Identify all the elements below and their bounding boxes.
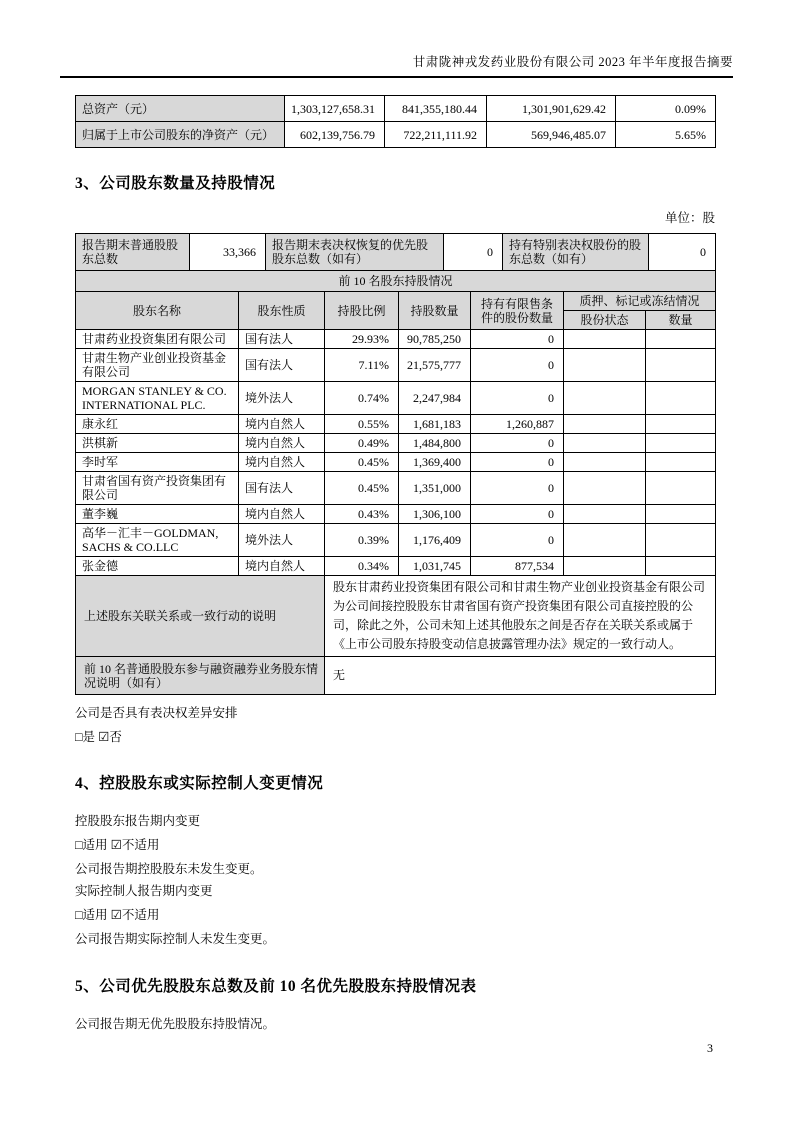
preferred-shareholders-value: 0 <box>444 234 503 271</box>
assets-row-value: 602,139,756.79 <box>285 122 385 148</box>
shareholder-nature: 国有法人 <box>239 349 325 382</box>
top10-shareholders-table <box>75 270 716 695</box>
assets-row-value: 5.65% <box>616 122 716 148</box>
shareholder-shares: 1,306,100 <box>399 505 471 524</box>
shareholder-shares: 1,484,800 <box>399 434 471 453</box>
shareholder-pledge-qty <box>646 524 716 557</box>
col-header-ratio: 持股比例 <box>325 292 399 330</box>
assets-row-value: 841,355,180.44 <box>385 96 487 122</box>
shareholder-name: 甘肃生物产业创业投资基金有限公司 <box>76 349 239 382</box>
shareholder-ratio: 0.43% <box>325 505 399 524</box>
shareholder-row <box>76 472 716 505</box>
section4-heading: 4、控股股东或实际控制人变更情况 <box>75 775 324 792</box>
shareholder-restricted: 0 <box>471 505 564 524</box>
margin-note-label: 前 10 名普通股股东参与融资融券业务股东情况说明（如有） <box>76 657 325 695</box>
shareholder-shares: 1,369,400 <box>399 453 471 472</box>
table-row <box>76 234 716 271</box>
assets-row-label: 总资产（元） <box>76 96 285 122</box>
shareholder-restricted: 0 <box>471 382 564 415</box>
common-shareholders-label: 报告期末普通股股东总数 <box>76 234 190 271</box>
shareholder-ratio: 0.45% <box>325 472 399 505</box>
shareholder-name: MORGAN STANLEY & CO. INTERNATIONAL PLC. <box>76 382 239 415</box>
shareholder-row <box>76 524 716 557</box>
relation-note-text: 股东甘肃药业投资集团有限公司和甘肃生物产业创业投资基金有限公司为公司间接控股股东甘肃省国有资产投资集团有限公司直接控股的公司，除此之外，公司未知上述其他股东之间是否存在关联关系或属于《上市公司股东持股变动信息披露管理办法》规定的一致行动人。 <box>325 576 716 657</box>
shareholder-row <box>76 453 716 472</box>
section3-heading: 3、公司股东数量及持股情况 <box>75 175 276 192</box>
shareholder-row <box>76 434 716 453</box>
shareholder-pledge-status <box>564 453 646 472</box>
section4-paragraph: 实际控制人报告期内变更 <box>75 884 213 898</box>
shareholder-row <box>76 330 716 349</box>
special-voting-value: 0 <box>649 234 716 271</box>
shareholder-nature: 境内自然人 <box>239 434 325 453</box>
margin-note-row <box>76 657 716 695</box>
preferred-shareholders-label: 报告期末表决权恢复的优先股股东总数（如有） <box>266 234 444 271</box>
shareholder-name: 董李巍 <box>76 505 239 524</box>
section4-checkboxes: □适用 ☑不适用 <box>75 838 160 852</box>
section5-body: 公司报告期无优先股股东持股情况。 <box>75 1017 276 1031</box>
unit-label: 单位：股 <box>664 211 715 225</box>
shareholder-pledge-qty <box>646 472 716 505</box>
shareholder-pledge-qty <box>646 505 716 524</box>
shareholder-nature: 境内自然人 <box>239 557 325 576</box>
section4-paragraph: 控股股东报告期内变更 <box>75 814 201 828</box>
shareholder-row <box>76 557 716 576</box>
shareholder-nature: 境外法人 <box>239 524 325 557</box>
shareholder-restricted: 0 <box>471 330 564 349</box>
shareholder-ratio: 0.49% <box>325 434 399 453</box>
shareholder-ratio: 0.55% <box>325 415 399 434</box>
shareholder-name: 洪棋新 <box>76 434 239 453</box>
shareholder-pledge-status <box>564 557 646 576</box>
shareholder-shares: 1,031,745 <box>399 557 471 576</box>
shareholder-restricted: 0 <box>471 434 564 453</box>
col-header-shares: 持股数量 <box>399 292 471 330</box>
shareholder-pledge-status <box>564 382 646 415</box>
top10-banner: 前 10 名股东持股情况 <box>76 271 716 292</box>
relation-note-row <box>76 576 716 657</box>
assets-row-value: 569,946,485.07 <box>487 122 616 148</box>
shareholder-row <box>76 415 716 434</box>
assets-row-value: 722,211,111.92 <box>385 122 487 148</box>
shareholder-restricted: 877,534 <box>471 557 564 576</box>
shareholder-shares: 1,681,183 <box>399 415 471 434</box>
shareholder-nature: 境内自然人 <box>239 505 325 524</box>
relation-note-label: 上述股东关联关系或一致行动的说明 <box>76 576 325 657</box>
shareholder-ratio: 0.74% <box>325 382 399 415</box>
shareholder-shares: 1,351,000 <box>399 472 471 505</box>
shareholder-pledge-status <box>564 434 646 453</box>
special-voting-label: 持有特别表决权股份的股东总数（如有） <box>503 234 649 271</box>
shareholder-shares: 21,575,777 <box>399 349 471 382</box>
shareholder-counts-table <box>75 233 716 271</box>
shareholder-name: 张金德 <box>76 557 239 576</box>
shareholder-pledge-qty <box>646 330 716 349</box>
section4-paragraph: 公司报告期实际控制人未发生变更。 <box>75 932 276 946</box>
shareholder-nature: 国有法人 <box>239 330 325 349</box>
shareholder-pledge-status <box>564 349 646 382</box>
assets-row-label: 归属于上市公司股东的净资产（元） <box>76 122 285 148</box>
shareholder-ratio: 29.93% <box>325 330 399 349</box>
table-row <box>76 122 716 148</box>
assets-row-value: 1,303,127,658.31 <box>285 96 385 122</box>
shareholder-name: 甘肃药业投资集团有限公司 <box>76 330 239 349</box>
page-number: 3 <box>707 1041 713 1055</box>
shareholder-nature: 境内自然人 <box>239 415 325 434</box>
table-row <box>76 96 716 122</box>
shareholder-restricted: 0 <box>471 349 564 382</box>
shareholder-ratio: 0.45% <box>325 453 399 472</box>
margin-note-text: 无 <box>325 657 716 695</box>
col-header-pledge-status: 股份状态 <box>564 311 646 330</box>
col-header-pledge-group: 质押、标记或冻结情况 <box>564 292 716 311</box>
shareholder-ratio: 0.39% <box>325 524 399 557</box>
col-header-restricted: 持有有限售条件的股份数量 <box>471 292 564 330</box>
shareholder-pledge-qty <box>646 349 716 382</box>
shareholder-nature: 境内自然人 <box>239 453 325 472</box>
col-header-pledge-qty: 数量 <box>646 311 716 330</box>
shareholder-pledge-status <box>564 472 646 505</box>
shareholder-pledge-qty <box>646 453 716 472</box>
shareholder-pledge-qty <box>646 434 716 453</box>
col-header-nature: 股东性质 <box>239 292 325 330</box>
shareholder-pledge-qty <box>646 557 716 576</box>
shareholder-shares: 2,247,984 <box>399 382 471 415</box>
shareholder-pledge-status <box>564 415 646 434</box>
assets-table <box>75 95 716 148</box>
shareholder-row <box>76 349 716 382</box>
shareholder-restricted: 0 <box>471 524 564 557</box>
shareholder-restricted: 0 <box>471 453 564 472</box>
shareholder-name: 康永红 <box>76 415 239 434</box>
shareholder-nature: 国有法人 <box>239 472 325 505</box>
shareholder-pledge-qty <box>646 382 716 415</box>
shareholder-nature: 境外法人 <box>239 382 325 415</box>
shareholder-shares: 90,785,250 <box>399 330 471 349</box>
shareholder-row <box>76 505 716 524</box>
shareholder-row <box>76 382 716 415</box>
shareholder-restricted: 1,260,887 <box>471 415 564 434</box>
shareholder-ratio: 7.11% <box>325 349 399 382</box>
voting-diff-answer-checkboxes: □是 ☑否 <box>75 730 122 744</box>
shareholder-pledge-qty <box>646 415 716 434</box>
shareholder-name: 高华－汇丰－GOLDMAN, SACHS & CO.LLC <box>76 524 239 557</box>
shareholder-restricted: 0 <box>471 472 564 505</box>
assets-row-value: 0.09% <box>616 96 716 122</box>
shareholder-pledge-status <box>564 524 646 557</box>
shareholder-name: 甘肃省国有资产投资集团有限公司 <box>76 472 239 505</box>
shareholder-shares: 1,176,409 <box>399 524 471 557</box>
common-shareholders-value: 33,366 <box>190 234 266 271</box>
table-row <box>76 271 716 292</box>
section4-checkboxes: □适用 ☑不适用 <box>75 908 160 922</box>
shareholder-pledge-status <box>564 505 646 524</box>
table-header-row <box>76 292 716 311</box>
section5-heading: 5、公司优先股股东总数及前 10 名优先股股东持股情况表 <box>75 978 477 995</box>
section4-paragraph: 公司报告期控股股东未发生变更。 <box>75 862 263 876</box>
assets-row-value: 1,301,901,629.42 <box>487 96 616 122</box>
shareholder-name: 李时军 <box>76 453 239 472</box>
report-header-title: 甘肃陇神戎发药业股份有限公司 2023 年半年度报告摘要 <box>60 52 733 78</box>
shareholder-pledge-status <box>564 330 646 349</box>
col-header-name: 股东名称 <box>76 292 239 330</box>
voting-diff-question: 公司是否具有表决权差异安排 <box>75 706 238 720</box>
shareholder-ratio: 0.34% <box>325 557 399 576</box>
